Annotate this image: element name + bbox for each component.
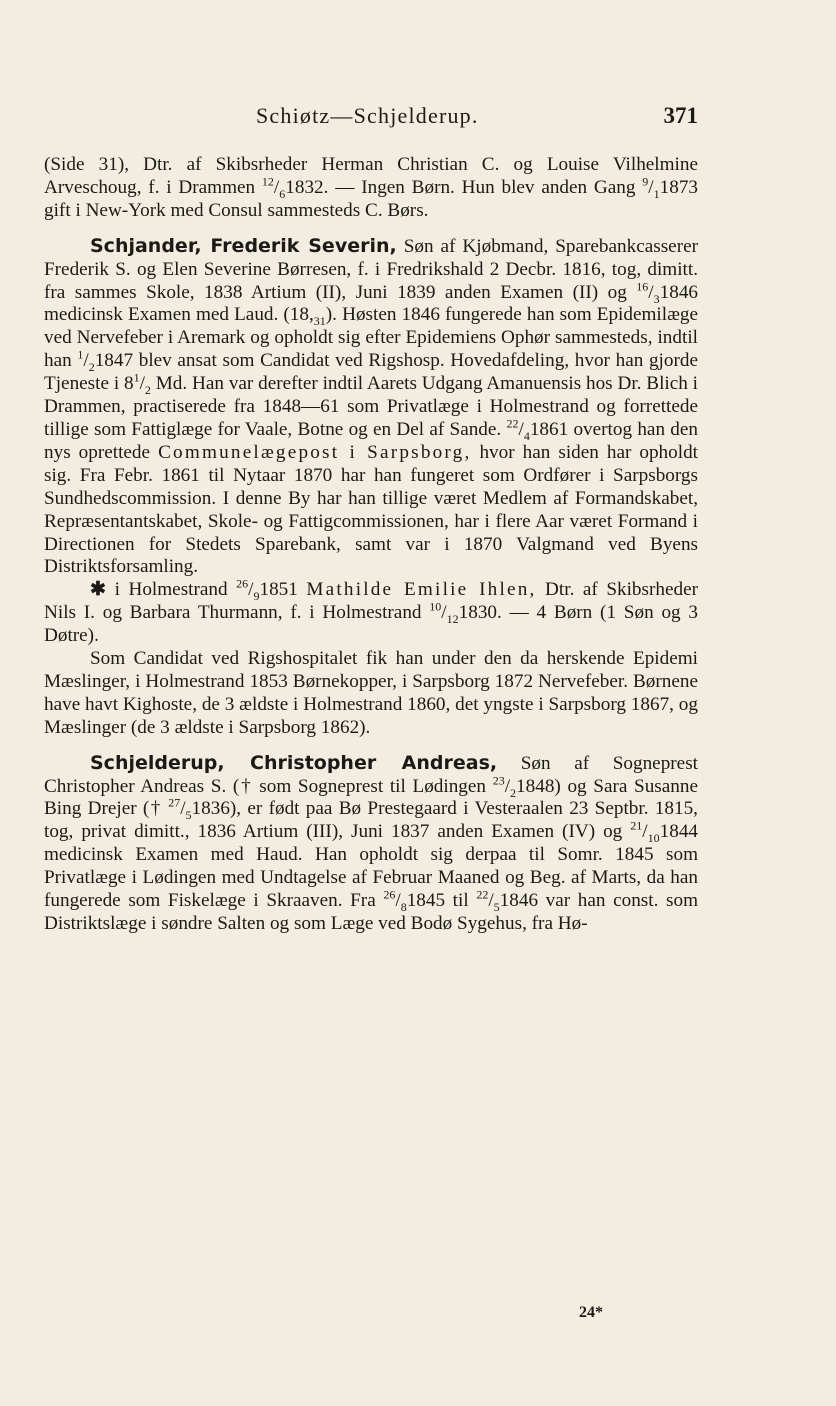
- entry-heading: Schjander, Frederik Severin,: [90, 234, 397, 257]
- marriage-star-icon: ✱: [90, 579, 107, 601]
- entry-schjander: Schjander, Frederik Severin, Søn af Kjøbmand, Sparebankcasserer Frederik S. og Elen Severine Børresen, f. i Fredrikshald 2 Decbr. 1816, tog, dimitt. fra sammes Skole, 1838 Artium (II), Juni 1839 anden Examen (II) og $^{16}/_31846$ medicinsk Examen med Laud. $(18,_{31})$. Høsten 1846 fungerede han som Epidemilæge ved Nervefeber i Aremark og opholdt sig efter Epidemiens Ophør sammesteds, indtil han $^1/_21847$ blev ansat som Candidat ved Rigshosp. Hovedafdeling, hvor han gjorde Tjeneste i $8^1/_2$ Md. Han var derefter indtil Aarets Udgang Amanuensis hos Dr. Blich i Drammen, practiserede fra 1848—61 som Privatlæge i Holmestrand og forrettede tillige som Fattiglæge for Vaale, Botne og en Del af Sande. $^{22}/_41861$ overtog han den nys oprettede Communelægepost i Sarpsborg, hvor han siden har opholdt sig. Fra Febr. 1861 til Nytaar 1870 har han fungeret som Ordfører i Sarpsborgs Sundhedscommission. I denne By har han tillige været Medlem af Formandskabet, Repræsentantskabet, Skole- og Fattigcommissionen, har i flere Aar været Formand i Directionen for Stedets Sparebank, samt var i 1870 Valgmand ved Byens Distriktsforsamling.: [44, 234, 699, 578]
- running-head: Schiøtz—Schjelderup.: [256, 103, 479, 128]
- page-body: [44, 154, 698, 936]
- signature-mark: 24*: [579, 1304, 603, 1321]
- entry-schjelderup: Schjelderup, Christopher Andreas, Søn af Sogneprest Christopher Andreas S. († som Sogneprest til Lødingen $^{23}/_21848$) og Sara Susanne Bing Drejer († $^{27}/_51836$), er født paa Bø Prestegaard i Vesteraalen 23 Septbr. 1815, tog, privat dimitt., 1836 Artium (III), Juni 1837 anden Examen (IV) og $^{21}/_{10}1844$ medicinsk Examen med Haud. Han opholdt sig derpaa til Somr. 1845 som Privatlæge i Lødingen med Undtagelse af Februar Maaned og Beg. af Marts, da han fungerede som Fiskelæge i Skraaven. Fra $^{26}/_81845$ til $^{22}/_51846$ var han const. som Distriktslæge i søndre Salten og som Læge ved Bodø Sygehus, fra Hø-: [44, 751, 699, 934]
- marriage-paragraph: ✱ i Holmestrand $^{26}/_91851$ Mathilde Emilie Ihlen, Dtr. af Skibsrheder Nils I. og Barbara Thurmann, f. i Holmestrand $^{10}/_{12}1830$. — 4 Børn (1 Søn og 3 Døtre).: [44, 576, 698, 647]
- page-header: [44, 103, 698, 137]
- diseases-paragraph: Som Candidat ved Rigshospitalet fik han under den da herskende Epidemi Mæslinger, i Holmestrand 1853 Børnekopper, i Sarpsborg 1872 Nervefeber. Børnene have havt Kighoste, de 3 ældste i Holmestrand 1860, det yngste i Sarpsborg 1867, og Mæslinger (de 3 ældste i Sarpsborg 1862).: [44, 648, 698, 738]
- page-number: 371: [663, 103, 698, 128]
- entry-heading: Schjelderup, Christopher Andreas,: [90, 751, 498, 774]
- continued-paragraph: (Side 31), Dtr. af Skibsrheder Herman Christian C. og Louise Vilhelmine Arveschoug, f. i Drammen $^{12}/_61832$. — Ingen Børn. Hun blev anden Gang $^9/_11873$ gift i New-York med Consul sammesteds C. Børs.: [44, 154, 698, 221]
